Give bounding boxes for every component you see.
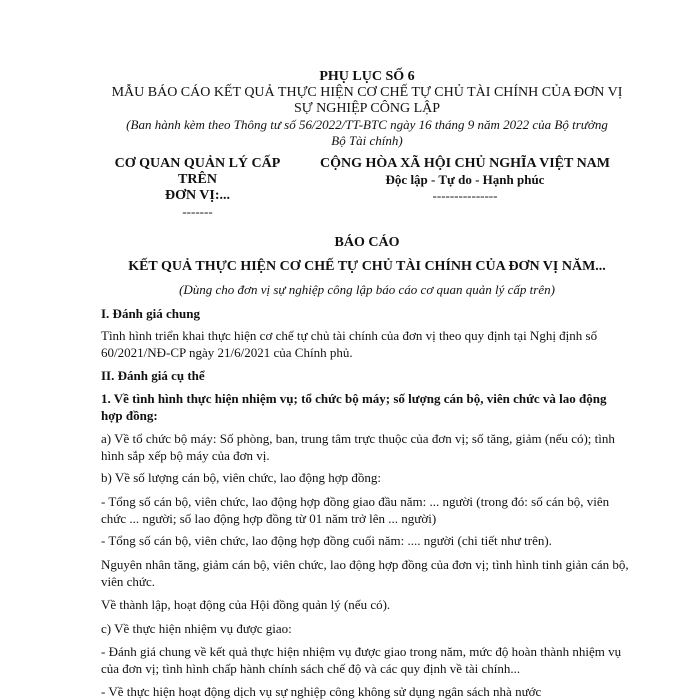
agency-line-1: CƠ QUAN QUẢN LÝ CẤP <box>114 156 281 171</box>
national-motto: Độc lập - Tự do - Hạnh phúc <box>385 172 545 187</box>
report-title: KẾT QUẢ THỰC HIỆN CƠ CHẾ TỰ CHỦ TÀI CHÍNH CỦA ĐƠN VỊ NĂM... <box>128 259 606 274</box>
bullet-task-assessment: - Đánh giá chung về kết quả thực hiện nhiệm vụ được giao trong năm, mức độ hoàn thành nhiệm vụ của đơn vị; tình hình chấp hành chính sách chế độ và các quy định về tài chính... <box>101 644 622 676</box>
section-general-assessment: I. Đánh giá chung <box>101 306 200 321</box>
paragraph-assigned-tasks: c) Về thực hiện nhiệm vụ được giao: <box>101 621 292 636</box>
left-header-rule: ------- <box>182 204 213 219</box>
bullet-public-services: - Về thực hiện hoạt động dịch vụ sự nghiệp công không sử dụng ngân sách nhà nước <box>101 684 542 699</box>
right-header-rule: --------------- <box>432 188 498 203</box>
paragraph-management-council: Về thành lập, hoạt động của Hội đồng quản lý (nếu có). <box>101 597 391 612</box>
section-specific-assessment: II. Đánh giá cụ thể <box>101 368 205 383</box>
bullet-staff-start-year: - Tổng số cán bộ, viên chức, lao động hợp đồng giao đầu năm: ... người (trong đó: số cán bộ, viên chức ... người; số lao động hợp đồng từ 01 năm trở lên ... người) <box>101 494 610 526</box>
appendix-subtitle-1: MẪU BÁO CÁO KẾT QUẢ THỰC HIỆN CƠ CHẾ TỰ CHỦ TÀI CHÍNH CỦA ĐƠN VỊ <box>111 85 623 100</box>
national-title: CỘNG HÒA XÃ HỘI CHỦ NGHĨA VIỆT NAM <box>319 156 610 171</box>
heading-tasks-organization: 1. Về tình hình thực hiện nhiệm vụ; tổ chức bộ máy; số lượng cán bộ, viên chức và lao động hợp đồng: <box>101 391 607 423</box>
appendix-title: PHỤ LỤC SỐ 6 <box>319 69 415 84</box>
issued-note-2: Bộ Tài chính) <box>331 133 403 148</box>
paragraph-staff-count: b) Về số lượng cán bộ, viên chức, lao động hợp đồng: <box>101 470 381 485</box>
appendix-subtitle-2: SỰ NGHIỆP CÔNG LẬP <box>293 101 441 116</box>
report-heading: BÁO CÁO <box>334 235 400 250</box>
agency-line-2: TRÊN <box>178 172 217 187</box>
unit-line: ĐƠN VỊ:... <box>164 188 231 203</box>
paragraph-organization: a) Về tổ chức bộ máy: Số phòng, ban, trung tâm trực thuộc của đơn vị; số tăng, giảm (nếu có); tình hình sắp xếp bộ máy của đơn vị. <box>101 431 615 463</box>
issued-note-1: (Ban hành kèm theo Thông tư số 56/2022/TT-BTC ngày 16 tháng 9 năm 2022 của Bộ trưởng <box>126 117 608 132</box>
bullet-staff-end-year: - Tổng số cán bộ, viên chức, lao động hợp đồng cuối năm: .... người (chi tiết như trên). <box>101 533 552 548</box>
paragraph-implementation: Tình hình triển khai thực hiện cơ chế tự chủ tài chính của đơn vị theo quy định tại Nghị định số 60/2021/NĐ-CP ngày 21/6/2021 của Chính phủ. <box>101 328 598 360</box>
report-usage-note: (Dùng cho đơn vị sự nghiệp công lập báo cáo cơ quan quản lý cấp trên) <box>179 282 555 297</box>
paragraph-staff-reasons: Nguyên nhân tăng, giảm cán bộ, viên chức, lao động hợp đồng của đơn vị; tình hình tinh giản cán bộ, viên chức. <box>101 557 629 589</box>
